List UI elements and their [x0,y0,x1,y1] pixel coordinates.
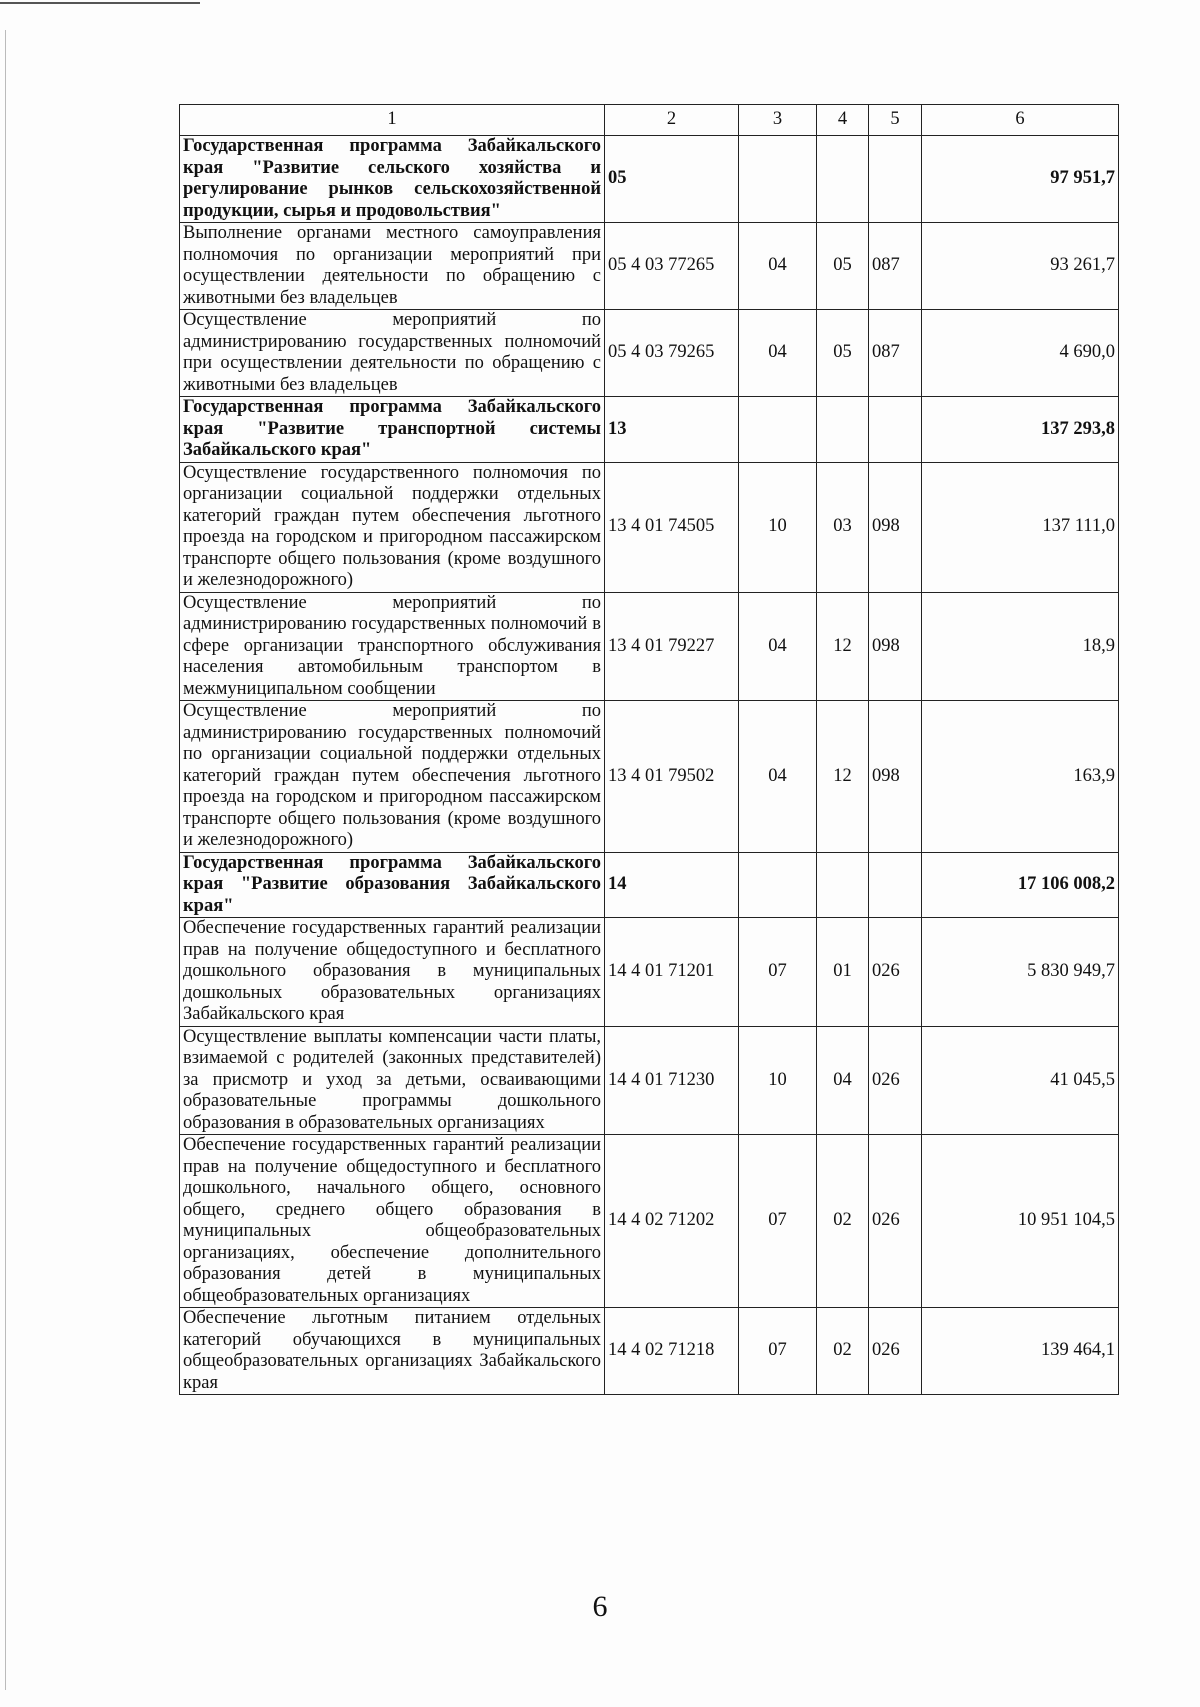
table-row [180,1026,1119,1135]
row-section-cell: 07 [739,1308,817,1395]
row-section-cell: 10 [739,462,817,592]
row-amount-cell: 163,9 [922,701,1119,853]
row-subsection-cell: 02 [817,1135,869,1308]
row-name-cell: Осуществление мероприятий по администрированию государственных полномочий по организации социальной поддержки отдельных категорий граждан путем обеспечения льготного проезда на городском и пригородном пассажирском транспорте общего пользования (кроме воздушного и железнодорожного) [180,701,605,853]
row-subsection-cell: 04 [817,1026,869,1135]
row-expense-type-cell: 098 [869,701,922,853]
row-name-cell: Выполнение органами местного самоуправления полномочия по организации мероприятий при осуществлении деятельности по обращению с животными без владельцев [180,223,605,310]
row-expense-type-cell: 026 [869,918,922,1027]
table-row [180,1308,1119,1395]
header-cell-3: 3 [739,105,817,136]
row-code-cell: 05 [605,136,739,223]
row-subsection-cell: 05 [817,310,869,397]
row-expense-type-cell: 026 [869,1308,922,1395]
row-code-cell: 13 4 01 79502 [605,701,739,853]
row-amount-cell: 137 293,8 [922,397,1119,463]
row-expense-type-cell: 026 [869,1135,922,1308]
header-cell-2: 2 [605,105,739,136]
row-name-cell: Осуществление выплаты компенсации части платы, взимаемой с родителей (законных представителей) за присмотр и уход за детьми, осваивающими образовательные программы дошкольного образования в образовательных организациях [180,1026,605,1135]
row-name-cell: Государственная программа Забайкальского края "Развитие сельского хозяйства и регулирование рынков сельскохозяйственной продукции, сырья и продовольствия" [180,136,605,223]
row-subsection-cell: 12 [817,701,869,853]
row-code-cell: 13 [605,397,739,463]
budget-table [179,104,1119,1395]
row-name-cell: Осуществление мероприятий по администрированию государственных полномочий при осуществлении деятельности по обращению с животными без владельцев [180,310,605,397]
row-amount-cell: 97 951,7 [922,136,1119,223]
row-section-cell: 07 [739,1135,817,1308]
table-row [180,462,1119,592]
table-row [180,592,1119,701]
table-row [180,136,1119,223]
row-name-cell: Обеспечение государственных гарантий реализации прав на получение общедоступного и бесплатного дошкольного образования в муниципальных дошкольных образовательных организациях Забайкальского края [180,918,605,1027]
row-code-cell: 14 4 01 71230 [605,1026,739,1135]
row-expense-type-cell: 026 [869,1026,922,1135]
row-name-cell: Обеспечение льготным питанием отдельных категорий обучающихся в муниципальных общеобразовательных организациях Забайкальского края [180,1308,605,1395]
row-code-cell: 14 4 02 71202 [605,1135,739,1308]
row-expense-type-cell: 087 [869,310,922,397]
page-number: 6 [592,1590,608,1623]
row-expense-type-cell [869,136,922,223]
row-name-cell: Обеспечение государственных гарантий реализации прав на получение общедоступного и бесплатного дошкольного, начального общего, основного общего, среднего общего образования в муниципальных общеобразовательных организациях, обеспечение дополнительного образования детей в муниципальных общеобразовательных организациях [180,1135,605,1308]
row-expense-type-cell: 098 [869,592,922,701]
row-subsection-cell: 02 [817,1308,869,1395]
row-code-cell: 05 4 03 79265 [605,310,739,397]
row-section-cell: 04 [739,701,817,853]
row-section-cell [739,136,817,223]
row-amount-cell: 139 464,1 [922,1308,1119,1395]
row-amount-cell: 4 690,0 [922,310,1119,397]
scan-edge-line [5,30,6,1690]
row-subsection-cell: 12 [817,592,869,701]
row-amount-cell: 137 111,0 [922,462,1119,592]
row-section-cell [739,397,817,463]
row-code-cell: 13 4 01 79227 [605,592,739,701]
row-section-cell: 07 [739,918,817,1027]
table-row [180,852,1119,918]
row-code-cell: 05 4 03 77265 [605,223,739,310]
row-section-cell: 04 [739,592,817,701]
row-code-cell: 13 4 01 74505 [605,462,739,592]
row-subsection-cell: 01 [817,918,869,1027]
header-cell-5: 5 [869,105,922,136]
row-name-cell: Государственная программа Забайкальского края "Развитие транспортной системы Забайкальского края" [180,397,605,463]
row-section-cell: 04 [739,310,817,397]
header-cell-4: 4 [817,105,869,136]
table-row [180,1135,1119,1308]
row-section-cell: 04 [739,223,817,310]
row-name-cell: Осуществление мероприятий по администрированию государственных полномочий в сфере организации транспортного обслуживания населения автомобильным транспортом в межмуниципальном сообщении [180,592,605,701]
row-code-cell: 14 4 02 71218 [605,1308,739,1395]
row-amount-cell: 10 951 104,5 [922,1135,1119,1308]
row-subsection-cell: 03 [817,462,869,592]
table-header-row [180,105,1119,136]
row-subsection-cell [817,397,869,463]
top-rule [0,2,200,4]
row-amount-cell: 41 045,5 [922,1026,1119,1135]
table-row [180,397,1119,463]
row-amount-cell: 5 830 949,7 [922,918,1119,1027]
row-subsection-cell [817,136,869,223]
row-code-cell: 14 [605,852,739,918]
table-row [180,223,1119,310]
row-subsection-cell [817,852,869,918]
row-name-cell: Осуществление государственного полномочия по организации социальной поддержки отдельных категорий граждан путем обеспечения льготного проезда на городском и пригородном пассажирском транспорте общего пользования (кроме воздушного и железнодорожного) [180,462,605,592]
row-expense-type-cell: 098 [869,462,922,592]
row-expense-type-cell [869,852,922,918]
row-subsection-cell: 05 [817,223,869,310]
row-amount-cell: 17 106 008,2 [922,852,1119,918]
table-row [180,701,1119,853]
table-body [180,136,1119,1395]
row-amount-cell: 18,9 [922,592,1119,701]
header-cell-6: 6 [922,105,1119,136]
row-expense-type-cell: 087 [869,223,922,310]
table-row [180,918,1119,1027]
table-row [180,310,1119,397]
row-expense-type-cell [869,397,922,463]
header-cell-1: 1 [180,105,605,136]
row-section-cell [739,852,817,918]
row-name-cell: Государственная программа Забайкальского края "Развитие образования Забайкальского края" [180,852,605,918]
row-section-cell: 10 [739,1026,817,1135]
row-code-cell: 14 4 01 71201 [605,918,739,1027]
row-amount-cell: 93 261,7 [922,223,1119,310]
